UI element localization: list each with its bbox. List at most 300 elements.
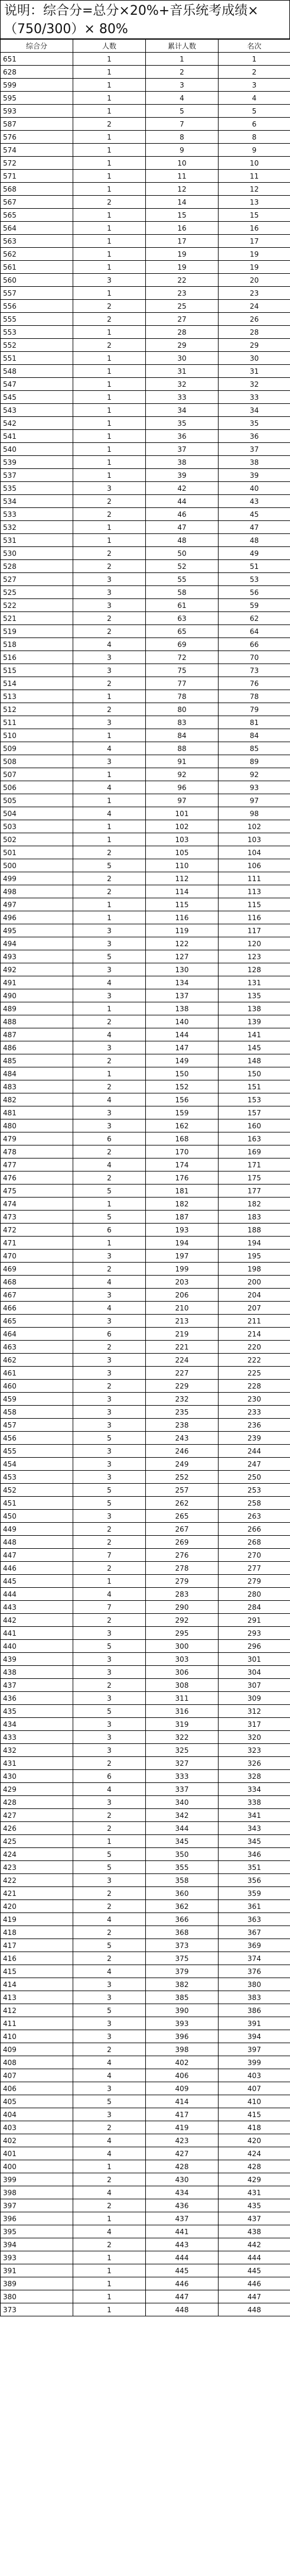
count-cell: 2 — [73, 1172, 146, 1185]
count-cell: 1 — [73, 1067, 146, 1080]
cumulative-cell: 290 — [146, 1601, 219, 1614]
cumulative-cell: 52 — [146, 560, 219, 573]
table-row — [1, 1080, 290, 1093]
count-cell: 1 — [73, 1198, 146, 1211]
table-row — [1, 378, 290, 391]
rank-cell: 120 — [219, 937, 290, 950]
count-cell: 3 — [73, 989, 146, 1002]
rank-cell: 15 — [219, 209, 290, 222]
table-row — [1, 430, 290, 443]
table-row — [1, 1770, 290, 1783]
table-row — [1, 79, 290, 92]
cumulative-cell: 414 — [146, 2095, 219, 2108]
cumulative-cell: 168 — [146, 1132, 219, 1145]
table-row — [1, 1341, 290, 1354]
cumulative-cell: 1 — [146, 53, 219, 66]
count-cell: 2 — [73, 1562, 146, 1575]
table-row — [1, 2147, 290, 2160]
table-row — [1, 1328, 290, 1341]
cumulative-cell: 382 — [146, 1978, 219, 1991]
rank-cell: 277 — [219, 1562, 290, 1575]
score-cell: 545 — [1, 391, 73, 404]
cumulative-cell: 112 — [146, 872, 219, 885]
table-row — [1, 1627, 290, 1640]
cumulative-cell: 238 — [146, 1419, 219, 1432]
rank-cell: 188 — [219, 1224, 290, 1237]
score-cell: 408 — [1, 2056, 73, 2069]
table-row — [1, 716, 290, 729]
score-cell: 459 — [1, 1393, 73, 1406]
rank-cell: 12 — [219, 183, 290, 196]
cumulative-cell: 292 — [146, 1614, 219, 1627]
cumulative-cell: 444 — [146, 2251, 219, 2264]
count-cell: 3 — [73, 651, 146, 664]
table-row — [1, 833, 290, 846]
score-cell: 473 — [1, 1211, 73, 1224]
rank-cell: 341 — [219, 1809, 290, 1822]
score-cell: 413 — [1, 1991, 73, 2004]
score-cell: 503 — [1, 820, 73, 833]
table-row — [1, 950, 290, 963]
count-cell: 2 — [73, 1822, 146, 1835]
score-cell: 560 — [1, 274, 73, 287]
rank-cell: 19 — [219, 261, 290, 274]
rank-cell: 376 — [219, 1965, 290, 1978]
count-cell: 2 — [73, 1757, 146, 1770]
table-row — [1, 1874, 290, 1887]
score-cell: 417 — [1, 1939, 73, 1952]
count-cell: 2 — [73, 2121, 146, 2134]
rank-cell: 448 — [219, 2303, 290, 2316]
table-row — [1, 1067, 290, 1080]
count-cell: 3 — [73, 1289, 146, 1302]
score-cell: 522 — [1, 599, 73, 612]
count-cell: 5 — [73, 1484, 146, 1497]
rank-cell: 103 — [219, 833, 290, 846]
count-cell: 3 — [73, 586, 146, 599]
header-count: 人数 — [73, 40, 146, 53]
formula-description: 说明：综合分=总分×20%+音乐统考成绩×（750/300）× 80% — [0, 0, 290, 39]
cumulative-cell: 15 — [146, 209, 219, 222]
rank-cell: 39 — [219, 469, 290, 482]
cumulative-cell: 446 — [146, 2277, 219, 2290]
count-cell: 5 — [73, 1185, 146, 1198]
rank-cell: 359 — [219, 1887, 290, 1900]
count-cell: 1 — [73, 2277, 146, 2290]
score-table — [0, 39, 290, 2316]
score-cell: 494 — [1, 937, 73, 950]
count-cell: 4 — [73, 1276, 146, 1289]
score-cell: 651 — [1, 53, 73, 66]
count-cell: 1 — [73, 144, 146, 157]
cumulative-cell: 417 — [146, 2108, 219, 2121]
table-row — [1, 898, 290, 911]
rank-cell: 291 — [219, 1614, 290, 1627]
table-row — [1, 1822, 290, 1835]
table-row — [1, 144, 290, 157]
score-cell: 451 — [1, 1497, 73, 1510]
cumulative-cell: 17 — [146, 235, 219, 248]
rank-cell: 139 — [219, 1015, 290, 1028]
score-cell: 530 — [1, 547, 73, 560]
rank-cell: 442 — [219, 2238, 290, 2251]
score-cell: 533 — [1, 508, 73, 521]
cumulative-cell: 147 — [146, 1041, 219, 1054]
count-cell: 2 — [73, 846, 146, 859]
score-cell: 528 — [1, 560, 73, 573]
score-cell: 501 — [1, 846, 73, 859]
count-cell: 3 — [73, 482, 146, 495]
score-cell: 474 — [1, 1198, 73, 1211]
rank-cell: 280 — [219, 1588, 290, 1601]
rank-cell: 182 — [219, 1198, 290, 1211]
score-cell: 412 — [1, 2004, 73, 2017]
score-cell: 531 — [1, 534, 73, 547]
cumulative-cell: 235 — [146, 1406, 219, 1419]
count-cell: 2 — [73, 196, 146, 209]
cumulative-cell: 345 — [146, 1835, 219, 1848]
cumulative-cell: 8 — [146, 131, 219, 144]
score-cell: 449 — [1, 1523, 73, 1536]
count-cell: 2 — [73, 612, 146, 625]
count-cell: 3 — [73, 2082, 146, 2095]
score-cell: 463 — [1, 1341, 73, 1354]
table-row — [1, 1679, 290, 1692]
table-row — [1, 2017, 290, 2030]
table-row — [1, 2290, 290, 2303]
table-row — [1, 274, 290, 287]
score-cell: 447 — [1, 1549, 73, 1562]
cumulative-cell: 187 — [146, 1211, 219, 1224]
rank-cell: 236 — [219, 1419, 290, 1432]
table-row — [1, 729, 290, 742]
cumulative-cell: 193 — [146, 1224, 219, 1237]
table-row — [1, 1484, 290, 1497]
rank-cell: 194 — [219, 1237, 290, 1250]
score-cell: 440 — [1, 1640, 73, 1653]
table-row — [1, 1289, 290, 1302]
count-cell: 5 — [73, 1640, 146, 1653]
table-row — [1, 2303, 290, 2316]
rank-cell: 233 — [219, 1406, 290, 1419]
count-cell: 1 — [73, 391, 146, 404]
cumulative-cell: 152 — [146, 1080, 219, 1093]
table-row — [1, 1015, 290, 1028]
count-cell: 2 — [73, 1900, 146, 1913]
score-cell: 424 — [1, 1848, 73, 1861]
rank-cell: 369 — [219, 1939, 290, 1952]
score-cell: 455 — [1, 1445, 73, 1458]
table-row — [1, 222, 290, 235]
count-cell: 5 — [73, 1432, 146, 1445]
count-cell: 3 — [73, 1796, 146, 1809]
table-row — [1, 1419, 290, 1432]
count-cell: 4 — [73, 1913, 146, 1926]
rank-cell: 157 — [219, 1106, 290, 1119]
cumulative-cell: 447 — [146, 2290, 219, 2303]
rank-cell: 386 — [219, 2004, 290, 2017]
count-cell: 2 — [73, 1887, 146, 1900]
table-row — [1, 989, 290, 1002]
rank-cell: 59 — [219, 599, 290, 612]
score-cell: 416 — [1, 1952, 73, 1965]
score-cell: 419 — [1, 1913, 73, 1926]
table-row — [1, 1653, 290, 1666]
table-row — [1, 651, 290, 664]
cumulative-cell: 311 — [146, 1692, 219, 1705]
rank-cell: 307 — [219, 1679, 290, 1692]
score-cell: 425 — [1, 1835, 73, 1848]
score-cell: 446 — [1, 1562, 73, 1575]
score-cell: 535 — [1, 482, 73, 495]
count-cell: 2 — [73, 1054, 146, 1067]
count-cell: 1 — [73, 235, 146, 248]
score-cell: 457 — [1, 1419, 73, 1432]
table-row — [1, 1536, 290, 1549]
table-row — [1, 2056, 290, 2069]
cumulative-cell: 31 — [146, 365, 219, 378]
count-cell: 5 — [73, 2004, 146, 2017]
count-cell: 5 — [73, 1211, 146, 1224]
count-cell: 1 — [73, 729, 146, 742]
count-cell: 2 — [73, 339, 146, 352]
rank-cell: 35 — [219, 417, 290, 430]
count-cell: 3 — [73, 1744, 146, 1757]
score-cell: 442 — [1, 1614, 73, 1627]
rank-cell: 293 — [219, 1627, 290, 1640]
rank-cell: 437 — [219, 2212, 290, 2225]
rank-cell: 145 — [219, 1041, 290, 1054]
count-cell: 4 — [73, 2225, 146, 2238]
count-cell: 2 — [73, 560, 146, 573]
table-row — [1, 1731, 290, 1744]
cumulative-cell: 262 — [146, 1497, 219, 1510]
rank-cell: 24 — [219, 300, 290, 313]
table-row — [1, 1848, 290, 1861]
cumulative-cell: 213 — [146, 1315, 219, 1328]
score-cell: 497 — [1, 898, 73, 911]
table-row — [1, 1809, 290, 1822]
rank-cell: 3 — [219, 79, 290, 92]
score-cell: 445 — [1, 1575, 73, 1588]
rank-cell: 380 — [219, 1978, 290, 1991]
cumulative-cell: 232 — [146, 1393, 219, 1406]
cumulative-cell: 92 — [146, 768, 219, 781]
rank-cell: 429 — [219, 2173, 290, 2186]
count-cell: 1 — [73, 833, 146, 846]
score-cell: 484 — [1, 1067, 73, 1080]
count-cell: 1 — [73, 443, 146, 456]
rank-cell: 253 — [219, 1484, 290, 1497]
cumulative-cell: 398 — [146, 2043, 219, 2056]
cumulative-cell: 65 — [146, 625, 219, 638]
cumulative-cell: 303 — [146, 1653, 219, 1666]
table-row — [1, 846, 290, 859]
table-row — [1, 2251, 290, 2264]
cumulative-cell: 443 — [146, 2238, 219, 2251]
count-cell: 5 — [73, 950, 146, 963]
count-cell: 1 — [73, 2212, 146, 2225]
rank-cell: 312 — [219, 1705, 290, 1718]
table-row — [1, 1614, 290, 1627]
cumulative-cell: 38 — [146, 456, 219, 469]
cumulative-cell: 144 — [146, 1028, 219, 1041]
cumulative-cell: 437 — [146, 2212, 219, 2225]
cumulative-cell: 265 — [146, 1510, 219, 1523]
table-row — [1, 261, 290, 274]
count-cell: 3 — [73, 1991, 146, 2004]
score-cell: 576 — [1, 131, 73, 144]
score-cell: 450 — [1, 1510, 73, 1523]
rank-cell: 141 — [219, 1028, 290, 1041]
count-cell: 3 — [73, 1119, 146, 1132]
cumulative-cell: 430 — [146, 2173, 219, 2186]
cumulative-cell: 434 — [146, 2186, 219, 2199]
rank-cell: 284 — [219, 1601, 290, 1614]
cumulative-cell: 84 — [146, 729, 219, 742]
cumulative-cell: 358 — [146, 1874, 219, 1887]
count-cell: 1 — [73, 404, 146, 417]
count-cell: 1 — [73, 326, 146, 339]
count-cell: 4 — [73, 1783, 146, 1796]
count-cell: 3 — [73, 1666, 146, 1679]
table-row — [1, 781, 290, 794]
cumulative-cell: 96 — [146, 781, 219, 794]
score-cell: 448 — [1, 1536, 73, 1549]
cumulative-cell: 197 — [146, 1250, 219, 1263]
cumulative-cell: 44 — [146, 495, 219, 508]
count-cell: 3 — [73, 1874, 146, 1887]
table-row — [1, 508, 290, 521]
table-row — [1, 417, 290, 430]
count-cell: 2 — [73, 1952, 146, 1965]
table-row — [1, 872, 290, 885]
cumulative-cell: 159 — [146, 1106, 219, 1119]
cumulative-cell: 110 — [146, 859, 219, 872]
cumulative-cell: 210 — [146, 1302, 219, 1315]
score-cell: 565 — [1, 209, 73, 222]
table-row — [1, 1263, 290, 1276]
count-cell: 4 — [73, 1588, 146, 1601]
score-cell: 398 — [1, 2186, 73, 2199]
count-cell: 7 — [73, 1549, 146, 1562]
rank-cell: 268 — [219, 1536, 290, 1549]
rank-cell: 183 — [219, 1211, 290, 1224]
score-cell: 443 — [1, 1601, 73, 1614]
score-cell: 400 — [1, 2160, 73, 2173]
score-cell: 430 — [1, 1770, 73, 1783]
count-cell: 6 — [73, 1770, 146, 1783]
rank-cell: 10 — [219, 157, 290, 170]
rank-cell: 444 — [219, 2251, 290, 2264]
table-row — [1, 1705, 290, 1718]
rank-cell: 415 — [219, 2108, 290, 2121]
cumulative-cell: 127 — [146, 950, 219, 963]
score-cell: 464 — [1, 1328, 73, 1341]
cumulative-cell: 325 — [146, 1744, 219, 1757]
table-row — [1, 1367, 290, 1380]
count-cell: 3 — [73, 2108, 146, 2121]
count-cell: 2 — [73, 885, 146, 898]
table-row — [1, 534, 290, 547]
score-cell: 483 — [1, 1080, 73, 1093]
count-cell: 3 — [73, 1445, 146, 1458]
cumulative-cell: 436 — [146, 2199, 219, 2212]
table-row — [1, 1106, 290, 1119]
score-cell: 553 — [1, 326, 73, 339]
rank-cell: 13 — [219, 196, 290, 209]
score-cell: 389 — [1, 2277, 73, 2290]
table-row — [1, 1510, 290, 1523]
count-cell: 3 — [73, 755, 146, 768]
rank-cell: 34 — [219, 404, 290, 417]
table-row — [1, 1640, 290, 1653]
score-cell: 527 — [1, 573, 73, 586]
cumulative-cell: 162 — [146, 1119, 219, 1132]
score-cell: 595 — [1, 92, 73, 105]
cumulative-cell: 103 — [146, 833, 219, 846]
rank-cell: 338 — [219, 1796, 290, 1809]
rank-cell: 131 — [219, 976, 290, 989]
rank-cell: 85 — [219, 742, 290, 755]
cumulative-cell: 37 — [146, 443, 219, 456]
cumulative-cell: 130 — [146, 963, 219, 976]
count-cell: 1 — [73, 469, 146, 482]
cumulative-cell: 428 — [146, 2160, 219, 2173]
table-row — [1, 2004, 290, 2017]
rank-cell: 8 — [219, 131, 290, 144]
count-cell: 2 — [73, 625, 146, 638]
rank-cell: 89 — [219, 755, 290, 768]
count-cell: 3 — [73, 1354, 146, 1367]
table-row — [1, 2173, 290, 2186]
cumulative-cell: 83 — [146, 716, 219, 729]
score-cell: 498 — [1, 885, 73, 898]
table-row — [1, 1158, 290, 1172]
score-cell: 462 — [1, 1354, 73, 1367]
rank-cell: 153 — [219, 1093, 290, 1106]
rank-cell: 48 — [219, 534, 290, 547]
score-cell: 510 — [1, 729, 73, 742]
rank-cell: 104 — [219, 846, 290, 859]
cumulative-cell: 116 — [146, 911, 219, 924]
score-cell: 555 — [1, 313, 73, 326]
score-cell: 469 — [1, 1263, 73, 1276]
cumulative-cell: 227 — [146, 1367, 219, 1380]
score-cell: 454 — [1, 1458, 73, 1471]
cumulative-cell: 409 — [146, 2082, 219, 2095]
score-cell: 521 — [1, 612, 73, 625]
count-cell: 3 — [73, 2030, 146, 2043]
table-row — [1, 1900, 290, 1913]
table-row — [1, 1041, 290, 1054]
rank-cell: 200 — [219, 1276, 290, 1289]
count-cell: 3 — [73, 1419, 146, 1432]
score-cell: 397 — [1, 2199, 73, 2212]
table-row — [1, 1861, 290, 1874]
score-cell: 478 — [1, 1145, 73, 1158]
score-cell: 470 — [1, 1250, 73, 1263]
score-cell: 436 — [1, 1692, 73, 1705]
count-cell: 4 — [73, 1093, 146, 1106]
table-row — [1, 1198, 290, 1211]
count-cell: 2 — [73, 1809, 146, 1822]
rank-cell: 79 — [219, 703, 290, 716]
score-cell: 403 — [1, 2121, 73, 2134]
cumulative-cell: 393 — [146, 2017, 219, 2030]
table-row — [1, 1211, 290, 1224]
rank-cell: 363 — [219, 1913, 290, 1926]
